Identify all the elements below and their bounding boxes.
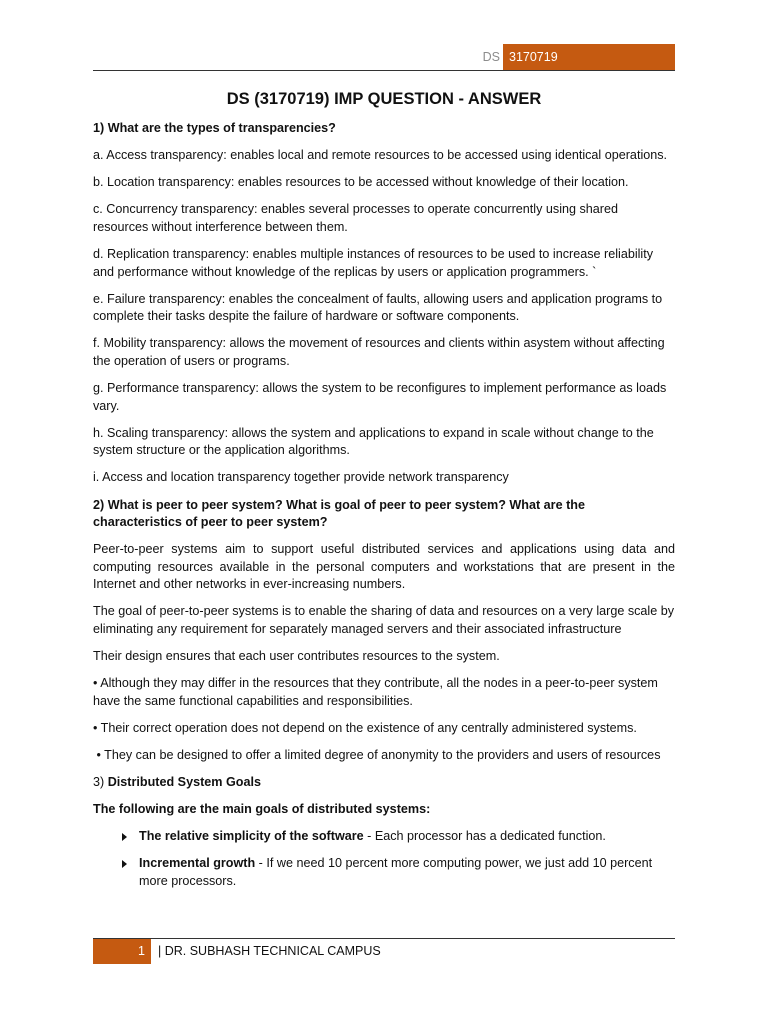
list-item xyxy=(139,828,675,846)
footer-institution: | DR. SUBHASH TECHNICAL CAMPUS xyxy=(158,944,381,958)
goals-list xyxy=(93,828,675,890)
p2p-characteristic-1: • Although they may differ in the resources that they contribute, all the nodes in a peer-to-peer system have the same functional capabilities and responsibilities. xyxy=(93,676,658,708)
goals-intro: The following are the main goals of distributed systems: xyxy=(93,802,431,817)
goal-term: The relative simplicity of the software xyxy=(139,829,364,844)
goal-term: Incremental growth xyxy=(139,856,256,871)
transparency-item-c: c. Concurrency transparency: enables several processes to operate concurrently using shared resources without interference between them. xyxy=(93,202,619,234)
page-title: DS (3170719) IMP QUESTION - ANSWER xyxy=(226,90,542,108)
transparency-item-d: d. Replication transparency: enables multiple instances of resources to be used to increase reliability and performance without knowledge of the replicas by users or application programmers. ` xyxy=(93,246,654,279)
question-3-number: 3) xyxy=(93,775,108,790)
transparency-item-e: e. Failure transparency: enables the concealment of faults, allowing users and application programs to complete their tasks despite the failure of hardware or software components. xyxy=(93,291,663,324)
transparency-item-a: a. Access transparency: enables local and remote resources to be accessed using identical operations. xyxy=(93,148,668,163)
question-2-heading: 2) What is peer to peer system? What is goal of peer to peer system? What are the characteristics of peer to peer system? xyxy=(93,497,585,530)
list-item xyxy=(139,855,675,890)
header-rule xyxy=(93,70,675,71)
footer-page-number: 1 xyxy=(93,939,151,964)
arrow-bullet-icon xyxy=(122,860,127,868)
transparency-item-f: f. Mobility transparency: allows the movement of resources and clients within asystem without affecting the operation of users or programs. xyxy=(93,336,665,368)
header-course-label: DS xyxy=(482,50,500,64)
goal-description: - If we need 10 percent more computing power, we just add 10 percent more processors. xyxy=(139,856,653,888)
p2p-design-paragraph: Their design ensures that each user contributes resources to the system. xyxy=(93,649,500,664)
document-body xyxy=(93,86,675,900)
p2p-characteristic-3: • They can be designed to offer a limited degree of anonymity to the providers and users of resources xyxy=(93,748,661,763)
transparency-item-i: i. Access and location transparency together provide network transparency xyxy=(93,470,509,485)
p2p-characteristic-2: • Their correct operation does not depend on the existence of any centrally administered systems. xyxy=(93,720,637,735)
header-course-code-box: 3170719 xyxy=(503,44,675,71)
transparency-item-h: h. Scaling transparency: allows the system and applications to expand in scale without change to the system structure or the application algorithms. xyxy=(93,425,654,458)
arrow-bullet-icon xyxy=(122,833,127,841)
transparency-item-g: g. Performance transparency: allows the system to be reconfigures to implement performance as loads vary. xyxy=(93,381,667,413)
question-3-heading xyxy=(93,774,675,792)
question-1-heading: 1) What are the types of transparencies? xyxy=(93,121,336,135)
question-3-title: Distributed System Goals xyxy=(107,775,261,790)
transparency-item-b: b. Location transparency: enables resources to be accessed without knowledge of their location. xyxy=(93,175,629,190)
goal-description: - Each processor has a dedicated function. xyxy=(363,829,606,844)
p2p-goal-paragraph: The goal of peer-to-peer systems is to enable the sharing of data and resources on a very large scale by eliminating any requirement for separately managed servers and their associated infrastructure xyxy=(93,604,675,637)
p2p-definition-paragraph: Peer-to-peer systems aim to support useful distributed services and applications using data and computing resources available in the personal computers and workstations that are present in the Internet and other networks in ever-increasing numbers. xyxy=(93,542,675,592)
